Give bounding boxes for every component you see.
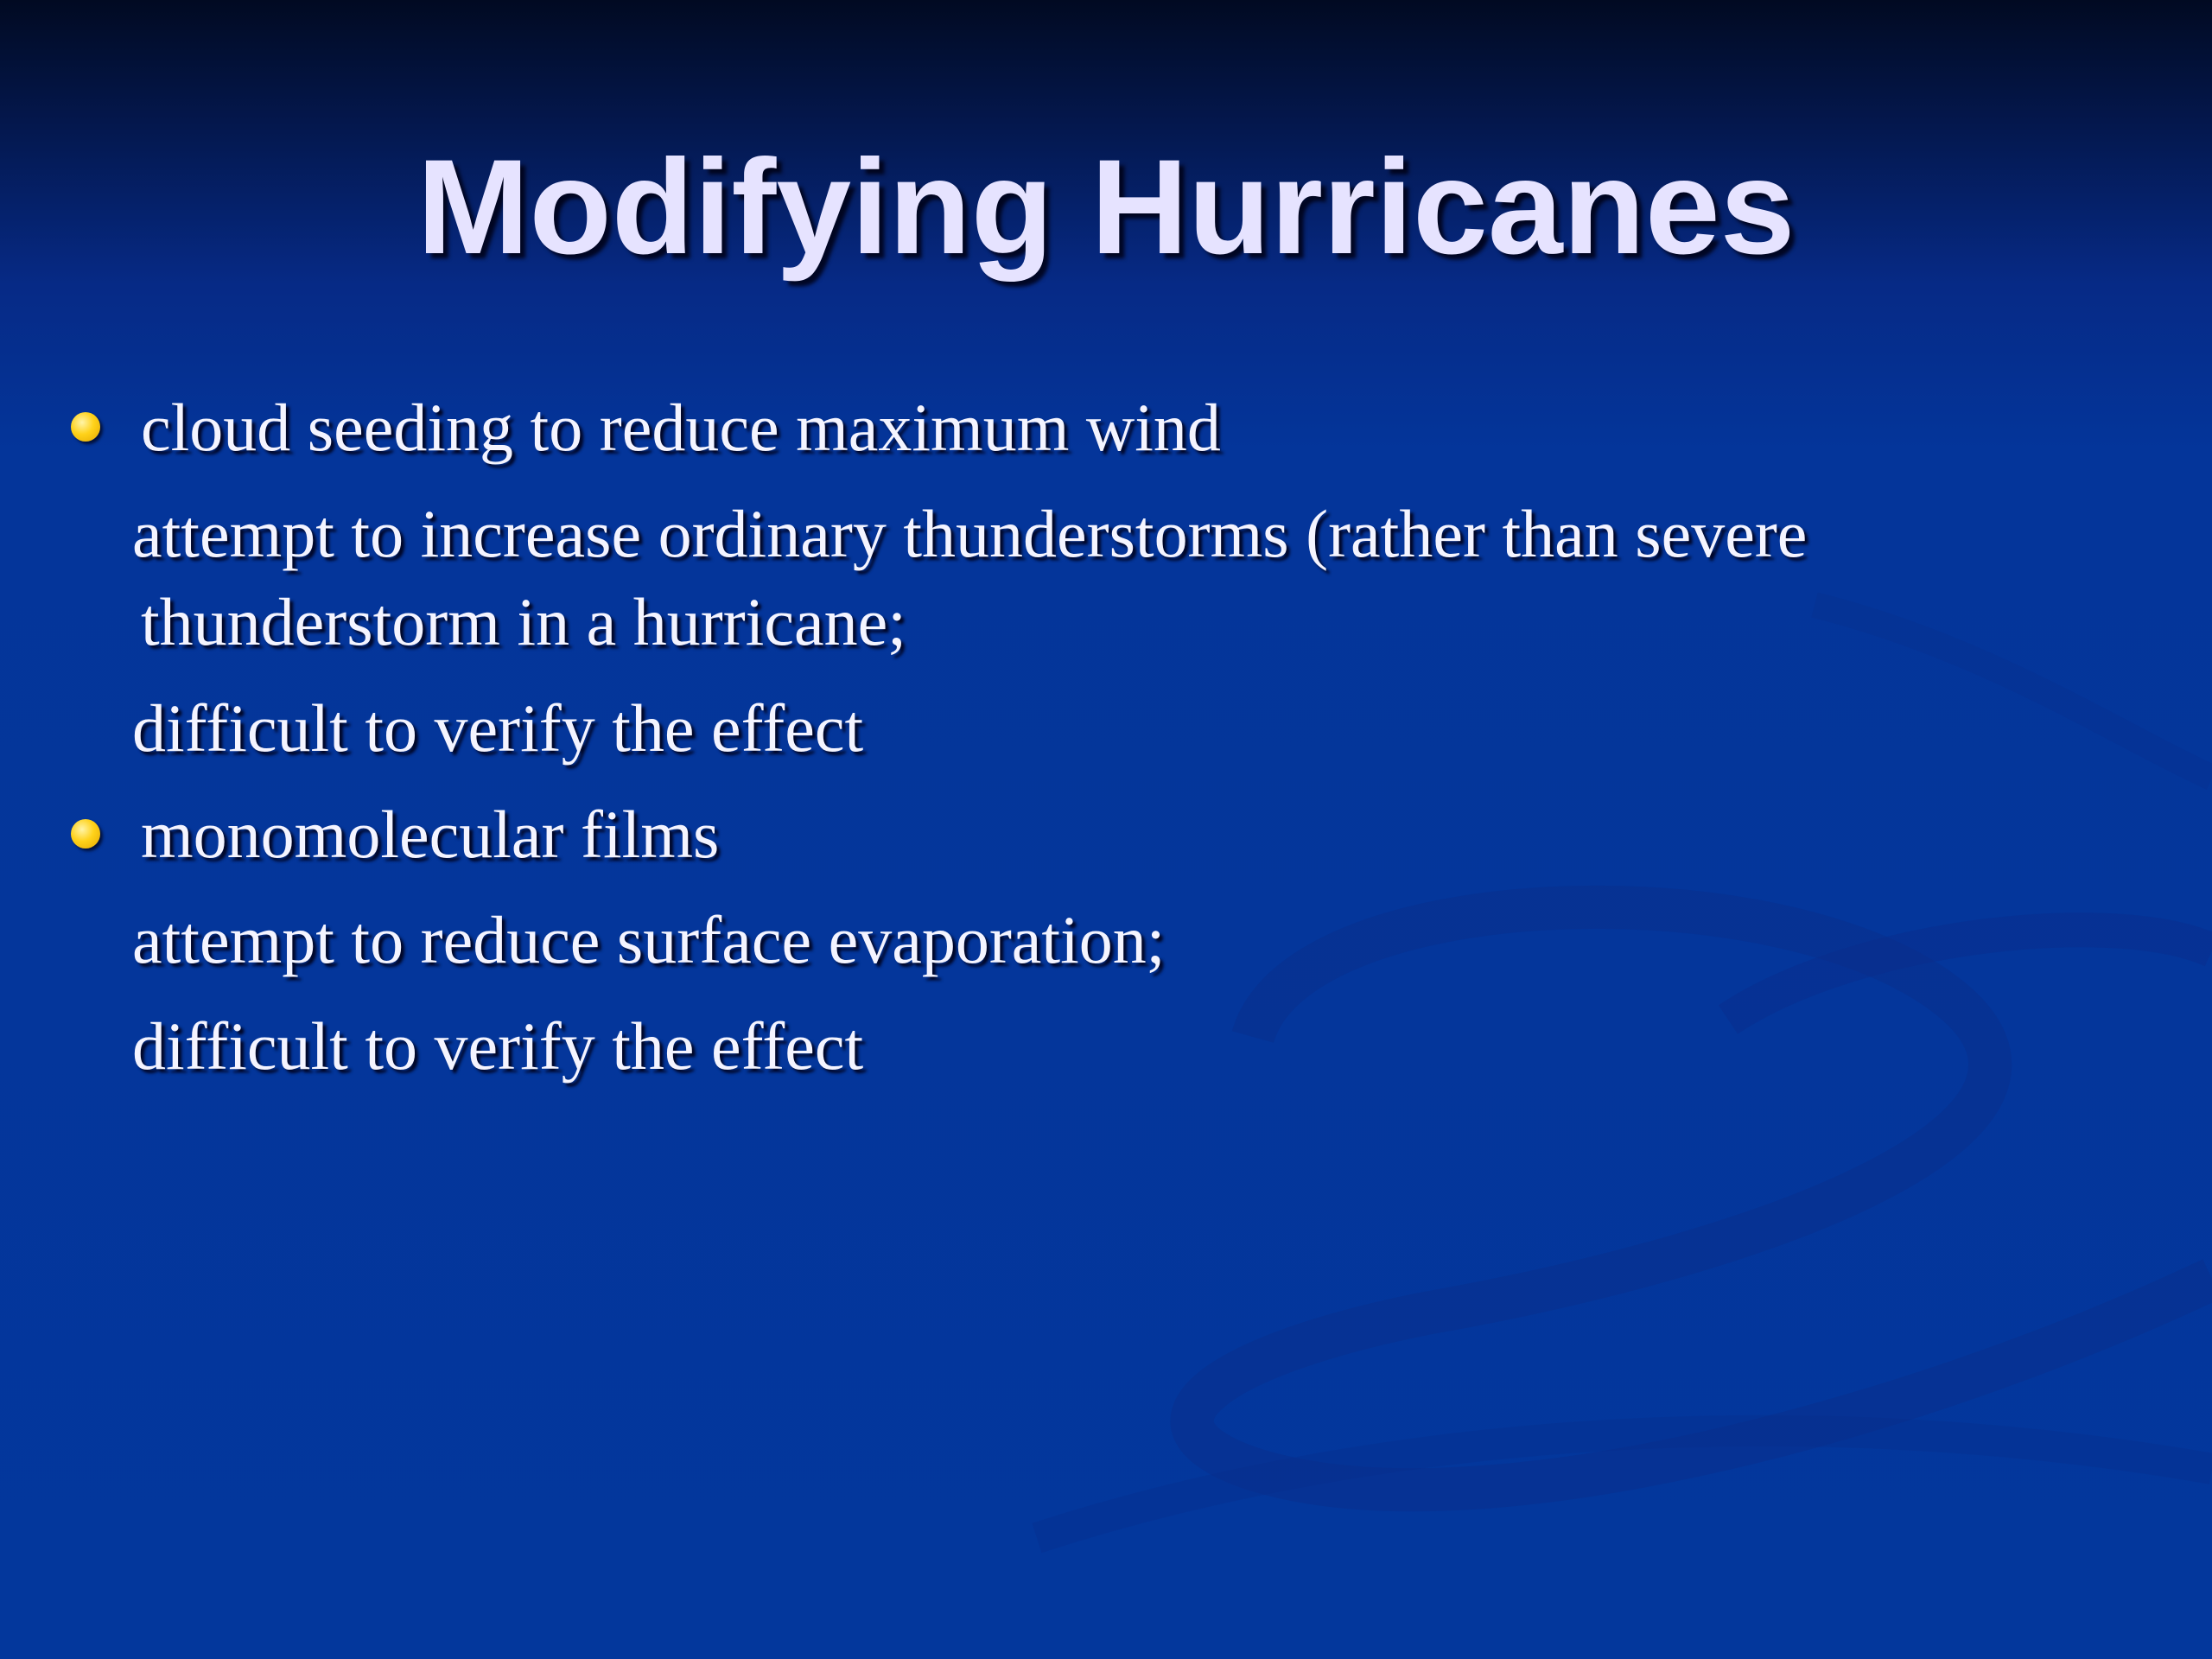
sub-line-thunderstorm-in-hurricane: thunderstorm in a hurricane; (141, 584, 906, 659)
sub-line-reduce-evaporation: attempt to reduce surface evaporation; (132, 902, 1166, 977)
sub-line-difficult-to-verify-1: difficult to verify the effect (132, 690, 864, 766)
sub-line-difficult-to-verify-2: difficult to verify the effect (132, 1008, 864, 1084)
slide-title: Modifying Hurricanes (416, 132, 1796, 283)
bullet-dot-1 (71, 412, 100, 442)
bullet-text-cloud-seeding: cloud seeding to reduce maximum wind (141, 390, 1221, 465)
sub-line-increase-thunderstorms: attempt to increase ordinary thunderstorms (rather than severe (132, 496, 1808, 571)
bullet-text-monomolecular-films: monomolecular films (141, 797, 720, 872)
bullet-dot-2 (71, 819, 100, 849)
